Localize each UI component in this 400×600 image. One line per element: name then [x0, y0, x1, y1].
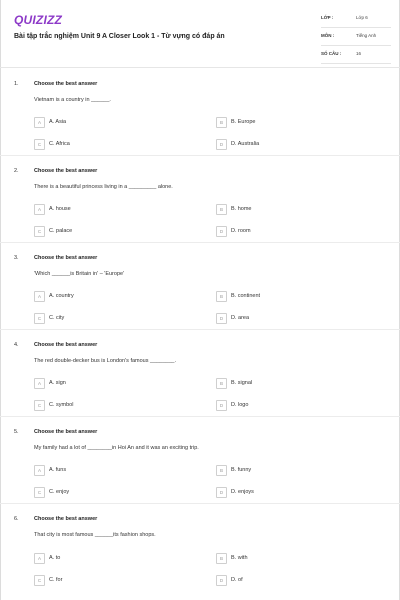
- option-text: D. logo: [231, 401, 249, 408]
- option-letter-box: C: [34, 139, 45, 150]
- question-block: [0, 330, 400, 417]
- question-text: My family had a lot of ________in Hoi An and it was an exciting trip.: [34, 445, 199, 451]
- option-letter-box: B: [216, 378, 227, 389]
- question-block: [0, 69, 400, 156]
- question-text: 'Which ______is Britain in' – 'Europe': [34, 271, 125, 277]
- option-letter-box: A: [34, 117, 45, 128]
- question-instruction: Choose the best answer: [34, 429, 98, 435]
- option-text: D. enjoys: [231, 488, 254, 495]
- option-text: D. Australia: [231, 140, 260, 147]
- option-letter-box: A: [34, 291, 45, 302]
- question-number: 1.: [14, 81, 19, 87]
- option-letter-box: A: [34, 553, 45, 564]
- option-text: B. funny: [231, 466, 252, 473]
- option-text: A. house: [49, 205, 71, 212]
- option-text: B. home: [231, 205, 252, 212]
- option-letter-box: C: [34, 400, 45, 411]
- option-text: C. city: [49, 314, 65, 321]
- meta-value: 16: [356, 51, 362, 56]
- meta-value: Lớp 6: [356, 15, 368, 20]
- option-text: A. country: [49, 292, 74, 299]
- option-letter-box: C: [34, 226, 45, 237]
- meta-row-grade: [321, 13, 391, 28]
- option-text: C. for: [49, 576, 63, 583]
- option-text: D. room: [231, 227, 251, 234]
- option-letter-box: A: [34, 378, 45, 389]
- question-number: 5.: [14, 429, 19, 435]
- option-letter-box: C: [34, 487, 45, 498]
- option-text: C. enjoy: [49, 488, 70, 495]
- option-text: B. signal: [231, 379, 253, 386]
- quizizz-logo: QUIZIZZ: [14, 13, 63, 27]
- question-instruction: Choose the best answer: [34, 255, 98, 261]
- question-instruction: Choose the best answer: [34, 81, 98, 87]
- question-number: 4.: [14, 342, 19, 348]
- meta-panel: [321, 13, 391, 67]
- meta-label: LỚP :: [321, 15, 334, 20]
- question-instruction: Choose the best answer: [34, 168, 98, 174]
- question-instruction: Choose the best answer: [34, 516, 98, 522]
- option-letter-box: D: [216, 575, 227, 586]
- option-letter-box: D: [216, 139, 227, 150]
- option-text: C. symbol: [49, 401, 74, 408]
- option-letter-box: B: [216, 465, 227, 476]
- question-block: [0, 417, 400, 504]
- meta-label: MÔN :: [321, 33, 335, 38]
- question-text: The red double-decker bus is London's famous ________.: [34, 358, 177, 364]
- option-text: C. Africa: [49, 140, 70, 147]
- question-text: There is a beautiful princess living in a _________ alone.: [34, 184, 173, 190]
- option-text: A. Asia: [49, 118, 67, 125]
- question-number: 6.: [14, 516, 19, 522]
- option-letter-box: D: [216, 313, 227, 324]
- header-divider: [0, 67, 400, 68]
- option-letter-box: D: [216, 400, 227, 411]
- meta-label: SỐ CÂU :: [321, 51, 342, 56]
- option-letter-box: B: [216, 204, 227, 215]
- option-letter-box: B: [216, 117, 227, 128]
- option-text: B. Europe: [231, 118, 256, 125]
- question-number: 3.: [14, 255, 19, 261]
- option-text: A. funs: [49, 466, 67, 473]
- question-text: That city is most famous ______its fashion shops.: [34, 532, 156, 538]
- option-text: D. of: [231, 576, 243, 583]
- meta-row-subject: [321, 31, 391, 46]
- question-number: 2.: [14, 168, 19, 174]
- question-instruction: Choose the best answer: [34, 342, 98, 348]
- option-letter-box: C: [34, 313, 45, 324]
- option-text: B. with: [231, 554, 248, 561]
- option-letter-box: D: [216, 226, 227, 237]
- option-text: C. palace: [49, 227, 73, 234]
- option-letter-box: A: [34, 204, 45, 215]
- option-letter-box: D: [216, 487, 227, 498]
- meta-row-question-count: [321, 49, 391, 64]
- option-text: A. sign: [49, 379, 66, 386]
- option-text: B. continent: [231, 292, 261, 299]
- option-letter-box: B: [216, 291, 227, 302]
- option-text: A. to: [49, 554, 61, 561]
- question-block: [0, 504, 400, 600]
- page-title: Bài tập trắc nghiệm Unit 9 A Closer Look 1 - Từ vựng có đáp án: [14, 33, 225, 40]
- meta-value: Tiếng Anh: [356, 33, 377, 38]
- option-text: D. area: [231, 314, 250, 321]
- option-letter-box: A: [34, 465, 45, 476]
- question-block: [0, 243, 400, 330]
- option-letter-box: C: [34, 575, 45, 586]
- question-block: [0, 156, 400, 243]
- question-text: Vietnam is a country in ______.: [34, 97, 111, 103]
- option-letter-box: B: [216, 553, 227, 564]
